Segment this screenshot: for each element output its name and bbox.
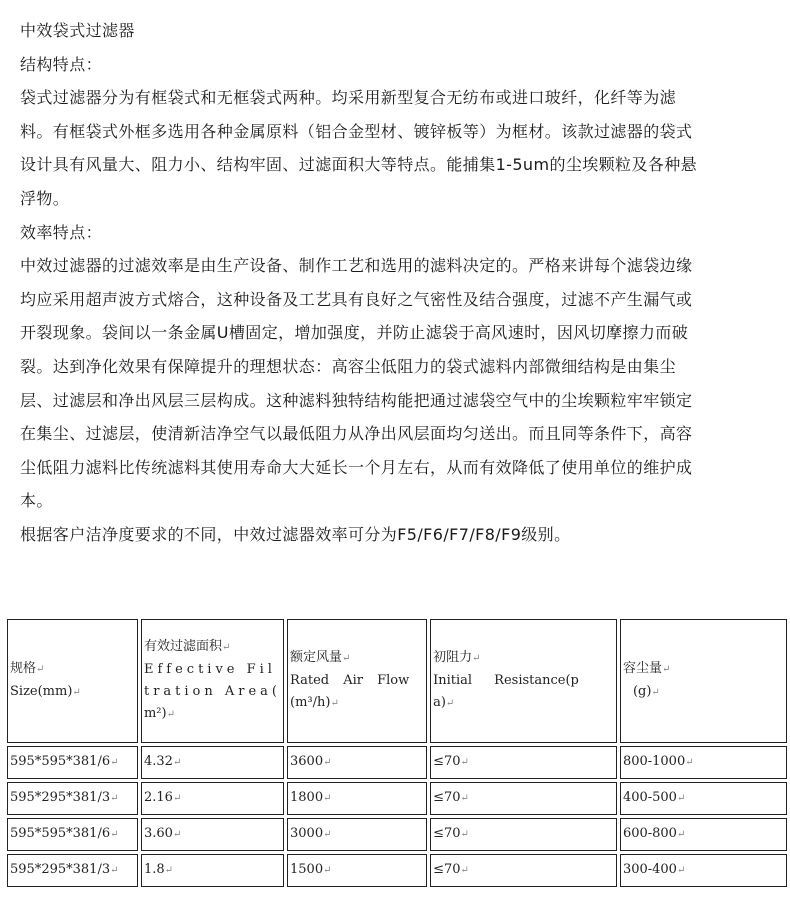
paragraph-efficiency <box>20 249 772 518</box>
return-mark: ↵ <box>110 829 119 840</box>
return-mark: ↵ <box>460 865 469 876</box>
header-area-en-1: Effective Fil <box>143 662 276 677</box>
table-row <box>7 746 787 779</box>
cell-text: 800-1000 <box>622 754 686 769</box>
header-resistance-en: Initial Resistance(p <box>433 673 579 688</box>
header-area-unit: m²) <box>143 706 167 721</box>
return-mark: ↵ <box>460 829 469 840</box>
return-mark: ↵ <box>651 687 660 698</box>
cell-text: 1800 <box>290 790 324 805</box>
paragraph-line: 在集尘、过滤层，使清新洁净空气以最低阻力从净出风层面均匀送出。而且同等条件下，高容 <box>20 424 693 444</box>
paragraph-structure <box>20 81 772 215</box>
header-size-cn: 规格 <box>10 661 37 676</box>
header-dust-cn: 容尘量 <box>622 661 662 676</box>
paragraph-line: 层、过滤层和净出风层三层构成。这种滤料独特结构能把通过滤袋空气中的尘埃颗粒牢牢锁定 <box>20 390 693 410</box>
return-mark: ↵ <box>172 757 182 768</box>
return-mark: ↵ <box>36 664 45 675</box>
paragraph-line: 裂。达到净化效果有保障提升的理想状态：高容尘低阻力的袋式滤料内部微细结构是由集尘 <box>20 356 677 376</box>
header-area <box>141 619 284 743</box>
return-mark: ↵ <box>676 829 686 840</box>
cell-dust <box>620 854 787 887</box>
paragraph-line: 本。 <box>20 491 53 511</box>
page-title: 中效袋式过滤器 <box>20 21 135 40</box>
section-heading-efficiency: 效率特点： <box>20 222 103 242</box>
return-mark: ↵ <box>323 829 332 840</box>
return-mark: ↵ <box>110 865 119 876</box>
cell-text: 4.32 <box>143 754 173 769</box>
return-mark: ↵ <box>222 642 231 653</box>
cell-text: 3600 <box>290 754 324 769</box>
table-row <box>7 818 787 851</box>
closing-paragraph: 根据客户洁净度要求的不同，中效过滤器效率可分为F5/F6/F7/F8/F9级别。 <box>20 524 571 544</box>
cell-text: ≤70 <box>433 754 461 769</box>
return-mark: ↵ <box>445 698 455 709</box>
cell-area <box>141 746 284 779</box>
cell-text: 595*295*381/3 <box>10 862 111 877</box>
cell-area <box>141 854 284 887</box>
header-resistance-unit: a) <box>433 695 446 710</box>
header-size <box>7 619 138 743</box>
paragraph-line: 袋式过滤器分为有框袋式和无框袋式两种。均采用新型复合无纺布或进口玻纤，化纤等为滤 <box>20 88 677 108</box>
header-airflow-unit: (m³/h) <box>290 695 331 710</box>
return-mark: ↵ <box>342 653 351 664</box>
cell-size <box>7 818 138 851</box>
cell-resistance <box>430 746 617 779</box>
paragraph-line: 均应采用超声波方式熔合，这种设备及工艺具有良好之气密性及结合强度，过滤不产生漏气或 <box>20 289 693 309</box>
cell-dust <box>620 782 787 815</box>
return-mark: ↵ <box>472 653 481 664</box>
section-heading-structure: 结构特点： <box>20 54 103 74</box>
return-mark: ↵ <box>323 865 332 876</box>
cell-size <box>7 746 138 779</box>
cell-text: 2.16 <box>143 790 173 805</box>
cell-text: 595*595*381/6 <box>10 826 111 841</box>
cell-airflow <box>287 818 427 851</box>
paragraph-line: 开裂现象。袋间以一条金属U槽固定，增加强度，并防止滤袋于高风速时，因风切摩擦力而破 <box>20 323 689 343</box>
header-dust <box>620 619 787 743</box>
return-mark: ↵ <box>72 687 81 698</box>
header-dust-unit: (g) <box>632 684 652 699</box>
cell-airflow <box>287 854 427 887</box>
cell-dust <box>620 746 787 779</box>
cell-text: ≤70 <box>433 862 461 877</box>
cell-area <box>141 818 284 851</box>
header-size-en: Size(mm) <box>10 684 73 699</box>
cell-text: ≤70 <box>433 826 461 841</box>
header-area-cn: 有效过滤面积 <box>143 639 222 654</box>
table-row <box>7 782 787 815</box>
cell-text: 400-500 <box>622 790 677 805</box>
cell-size <box>7 854 138 887</box>
return-mark: ↵ <box>166 709 175 720</box>
header-resistance <box>430 619 617 743</box>
cell-airflow <box>287 782 427 815</box>
header-resistance-cn: 初阻力 <box>433 650 473 665</box>
return-mark: ↵ <box>661 664 671 675</box>
paragraph-line: 设计具有风量大、阻力小、结构牢固、过滤面积大等特点。能捕集1-5um的尘埃颗粒及各种悬 <box>20 155 698 175</box>
return-mark: ↵ <box>323 793 332 804</box>
return-mark: ↵ <box>460 793 469 804</box>
header-airflow-cn: 额定风量 <box>290 650 343 665</box>
cell-dust <box>620 818 787 851</box>
cell-text: 595*295*381/3 <box>10 790 111 805</box>
paragraph-line: 浮物。 <box>20 188 70 208</box>
return-mark: ↵ <box>172 829 182 840</box>
document-body <box>20 14 772 552</box>
cell-text: 595*595*381/6 <box>10 754 111 769</box>
return-mark: ↵ <box>172 793 182 804</box>
return-mark: ↵ <box>164 865 174 876</box>
return-mark: ↵ <box>110 757 119 768</box>
cell-airflow <box>287 746 427 779</box>
cell-text: 300-400 <box>622 862 677 877</box>
table-header-row <box>7 619 787 743</box>
cell-text: 3.60 <box>143 826 173 841</box>
return-mark: ↵ <box>323 757 332 768</box>
return-mark: ↵ <box>110 793 119 804</box>
return-mark: ↵ <box>676 793 686 804</box>
cell-size <box>7 782 138 815</box>
return-mark: ↵ <box>676 865 686 876</box>
return-mark: ↵ <box>330 698 339 709</box>
cell-text: ≤70 <box>433 790 461 805</box>
cell-resistance <box>430 818 617 851</box>
cell-text: 600-800 <box>622 826 677 841</box>
spec-table <box>4 616 790 890</box>
paragraph-line: 尘低阻力滤料比传统滤料其使用寿命大大延长一个月左右，从而有效降低了使用单位的维护成 <box>20 457 693 477</box>
paragraph-line: 中效过滤器的过滤效率是由生产设备、制作工艺和选用的滤料决定的。严格来讲每个滤袋边缘 <box>20 256 693 276</box>
cell-resistance <box>430 854 617 887</box>
header-airflow <box>287 619 427 743</box>
return-mark: ↵ <box>460 757 469 768</box>
cell-area <box>141 782 284 815</box>
table-row <box>7 854 787 887</box>
cell-text: 3000 <box>290 826 324 841</box>
cell-resistance <box>430 782 617 815</box>
header-airflow-en: Rated Air Flow <box>290 673 410 688</box>
header-area-en-2: tration Area( <box>143 684 282 699</box>
cell-text: 1.8 <box>143 862 165 877</box>
cell-text: 1500 <box>290 862 324 877</box>
paragraph-line: 料。有框袋式外框多选用各种金属原料（铝合金型材、镀锌板等）为框材。该款过滤器的袋式 <box>20 121 693 141</box>
return-mark: ↵ <box>685 757 694 768</box>
